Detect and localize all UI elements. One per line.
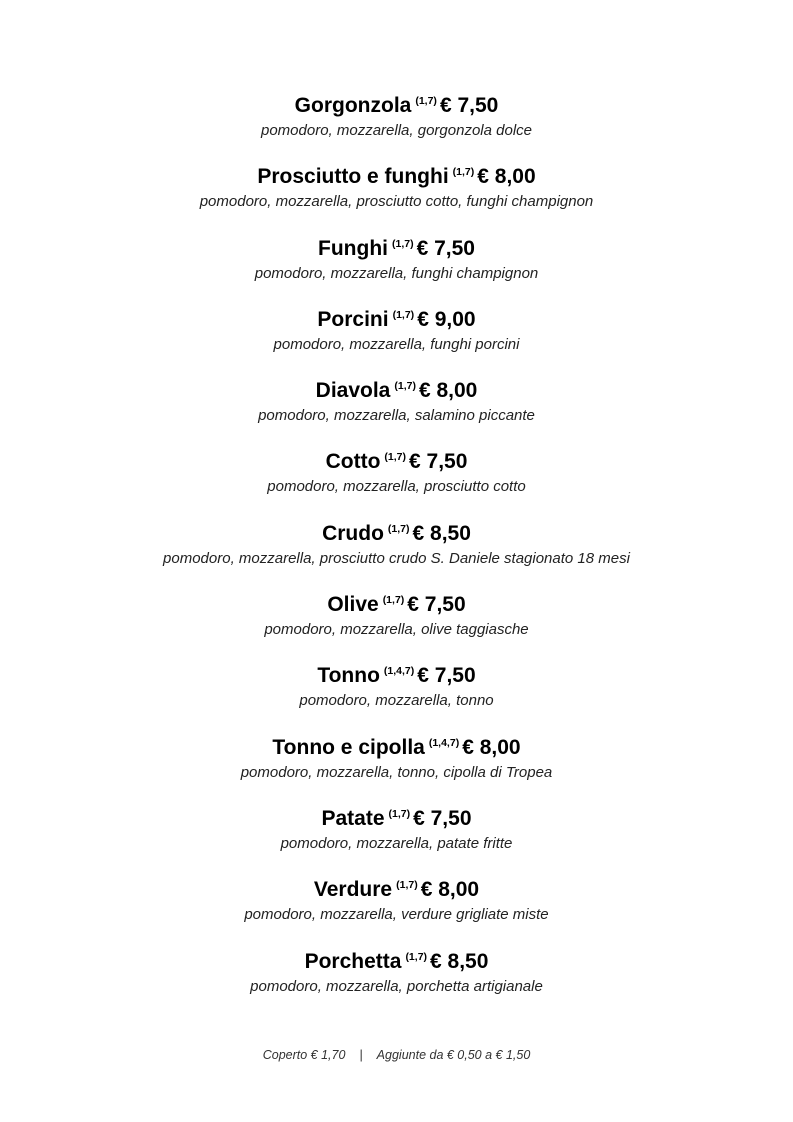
item-description: pomodoro, mozzarella, patate fritte xyxy=(280,834,513,852)
item-allergens: (1,7) xyxy=(396,879,418,892)
menu-item xyxy=(0,442,793,513)
item-name: Tonno xyxy=(317,664,380,688)
item-price: € 7,50 xyxy=(439,94,499,117)
menu-item xyxy=(0,514,793,585)
item-description: pomodoro, mozzarella, prosciutto cotto, funghi champignon xyxy=(199,193,594,211)
item-description: pomodoro, mozzarella, tonno xyxy=(299,692,494,710)
item-name: Funghi xyxy=(318,236,388,260)
extras-price-text: Aggiunte da € 0,50 a € 1,50 xyxy=(376,1048,531,1062)
menu-item xyxy=(0,371,793,442)
item-name: Crudo xyxy=(322,521,384,545)
menu-item xyxy=(0,300,793,371)
item-description: pomodoro, mozzarella, salamino piccante xyxy=(258,407,535,425)
item-price: € 9,00 xyxy=(417,307,476,331)
item-allergens: (1,7) xyxy=(392,308,415,321)
item-description: pomodoro, mozzarella, funghi champignon xyxy=(254,264,539,282)
item-allergens: (1,7) xyxy=(382,594,405,607)
item-description: pomodoro, mozzarella, porchetta artigianale xyxy=(250,977,543,995)
menu-item xyxy=(0,229,793,300)
item-name: Tonno e cipolla xyxy=(272,735,425,759)
item-price: € 8,50 xyxy=(412,521,471,545)
item-allergens: (1,4,7) xyxy=(428,736,460,749)
item-price: € 7,50 xyxy=(407,593,466,617)
item-name: Prosciutto e funghi xyxy=(257,165,449,189)
item-name: Gorgonzola xyxy=(294,94,412,117)
item-name: Verdure xyxy=(313,878,393,902)
menu-item xyxy=(0,585,793,656)
menu-item xyxy=(0,870,793,941)
item-description: pomodoro, mozzarella, tonno, cipolla di Tropea xyxy=(240,763,553,781)
item-price: € 7,50 xyxy=(417,664,476,688)
item-price: € 8,00 xyxy=(418,379,478,403)
item-allergens: (1,4,7) xyxy=(383,665,415,678)
menu-item xyxy=(0,728,793,799)
item-price: € 7,50 xyxy=(413,806,472,830)
menu-item xyxy=(0,656,793,727)
item-price: € 8,00 xyxy=(477,165,536,189)
item-price: € 7,50 xyxy=(409,450,468,474)
item-price: € 8,50 xyxy=(430,949,489,973)
item-price: € 7,50 xyxy=(416,236,475,260)
item-name: Olive xyxy=(327,593,379,617)
item-allergens: (1,7) xyxy=(384,451,406,464)
menu-item xyxy=(0,942,793,1013)
item-price: € 8,00 xyxy=(462,735,521,759)
item-name: Cotto xyxy=(325,450,381,474)
item-name: Porcini xyxy=(317,307,389,331)
item-name: Diavola xyxy=(315,379,391,403)
item-allergens: (1,7) xyxy=(394,380,416,393)
item-allergens: (1,7) xyxy=(392,237,414,250)
menu-footer xyxy=(0,1048,793,1062)
item-description: pomodoro, mozzarella, prosciutto cotto xyxy=(267,478,526,496)
item-description: pomodoro, mozzarella, verdure grigliate miste xyxy=(244,906,549,924)
item-allergens: (1,7) xyxy=(415,95,437,107)
item-description: pomodoro, mozzarella, olive taggiasche xyxy=(264,621,529,639)
footer-separator: | xyxy=(359,1048,363,1062)
item-name: Patate xyxy=(321,806,385,830)
menu-item xyxy=(0,157,793,228)
item-price: € 8,00 xyxy=(420,878,480,902)
item-allergens: (1,7) xyxy=(388,807,411,820)
item-name: Porchetta xyxy=(304,949,402,973)
cover-charge-text: Coperto € 1,70 xyxy=(262,1048,346,1062)
item-description: pomodoro, mozzarella, gorgonzola dolce xyxy=(261,122,532,139)
item-allergens: (1,7) xyxy=(452,166,475,179)
item-description: pomodoro, mozzarella, funghi porcini xyxy=(273,335,520,353)
item-allergens: (1,7) xyxy=(387,522,410,535)
item-allergens: (1,7) xyxy=(405,950,428,963)
menu-item xyxy=(0,799,793,870)
pizza-menu-list xyxy=(0,86,793,1013)
item-description: pomodoro, mozzarella, prosciutto crudo S. Daniele stagionato 18 mesi xyxy=(163,549,630,567)
menu-item xyxy=(0,86,793,157)
